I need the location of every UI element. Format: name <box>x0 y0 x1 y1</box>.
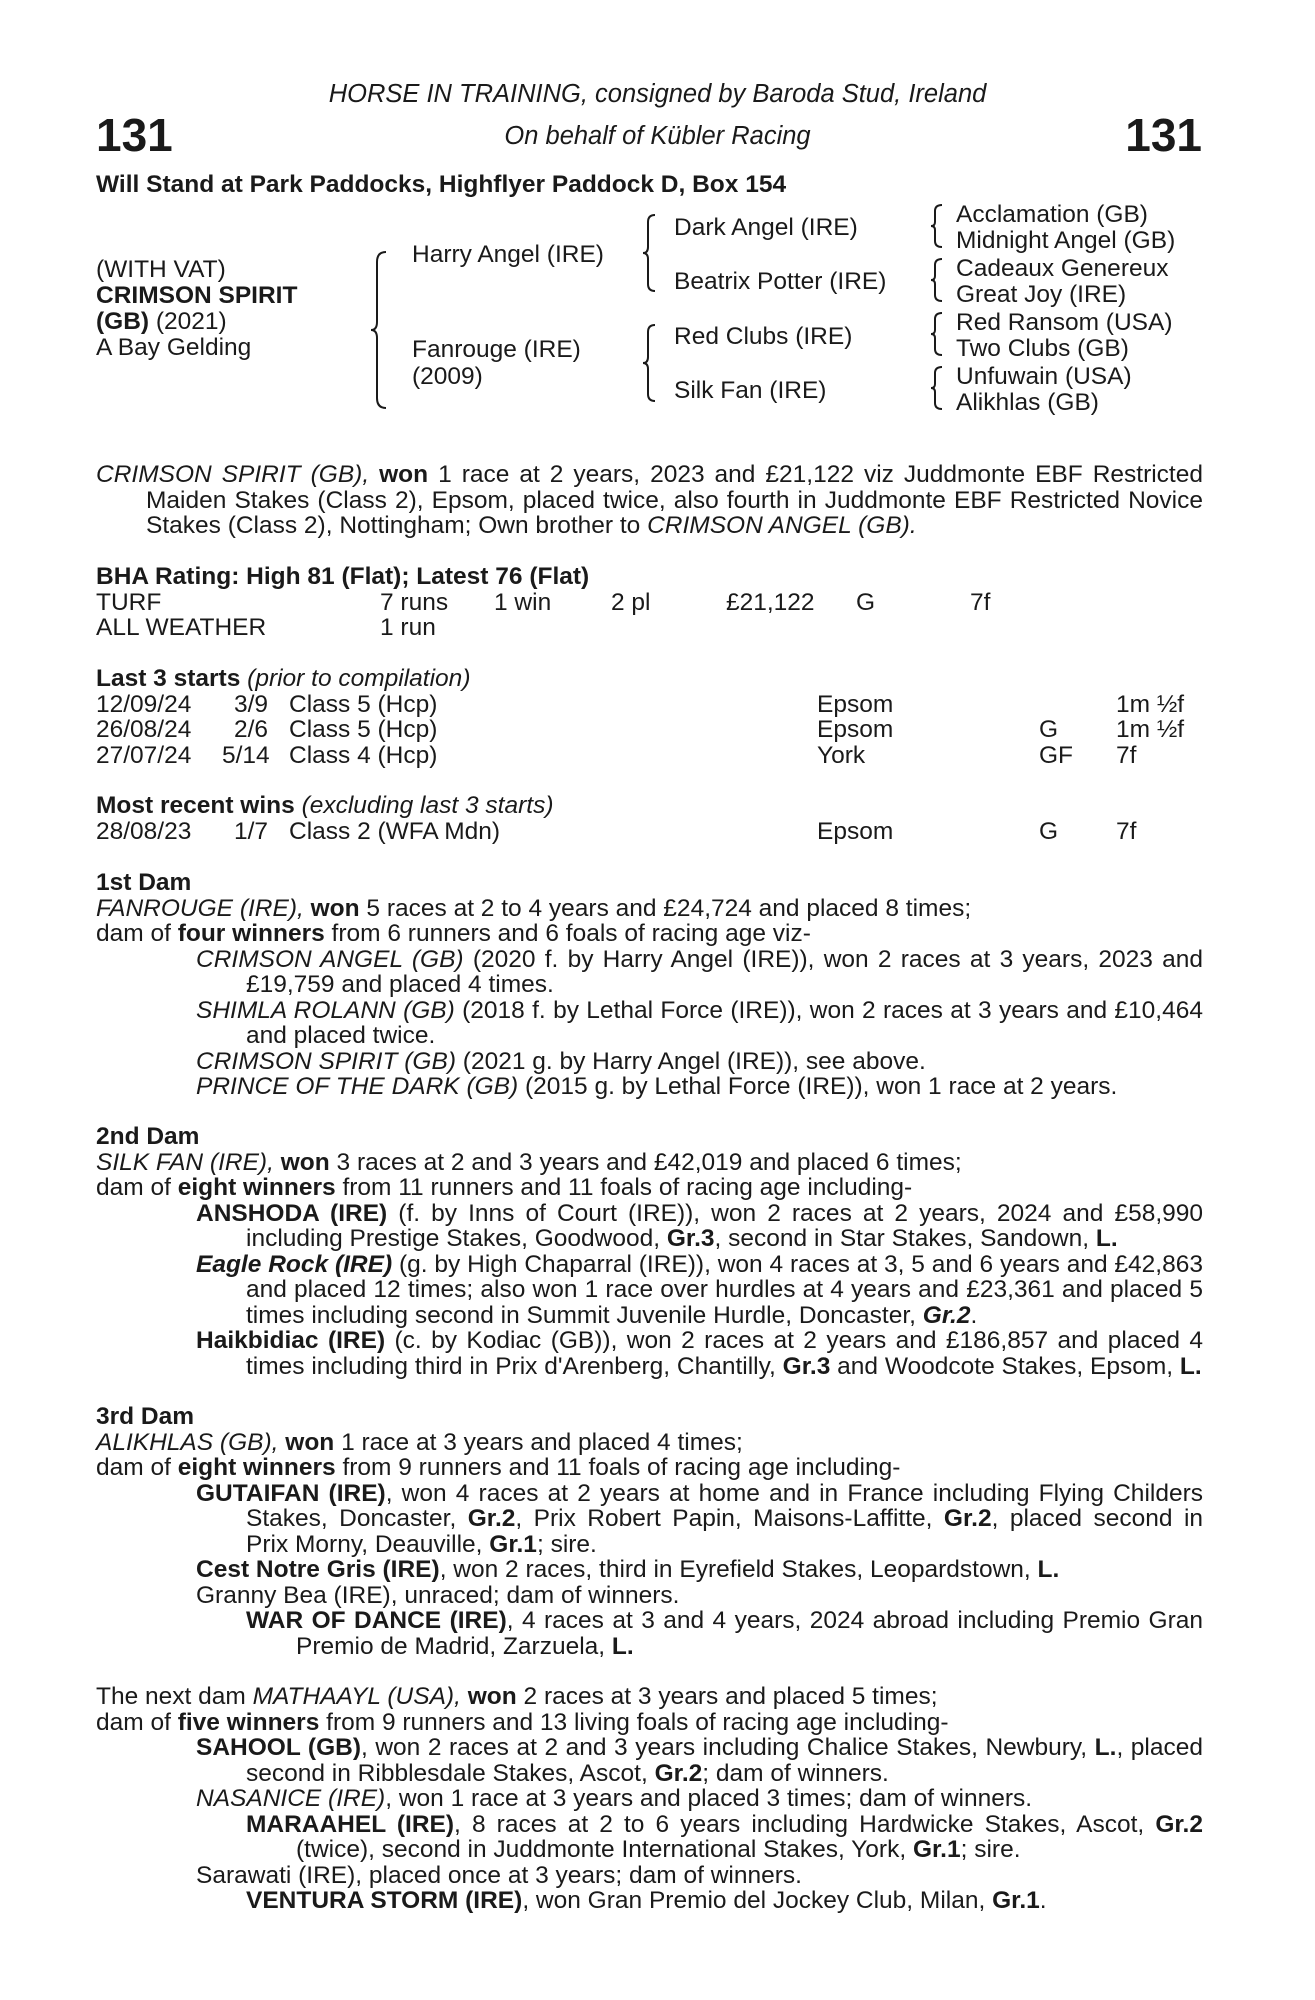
rating-title: BHA Rating: High 81 (Flat); Latest 76 (Flat) <box>96 563 590 590</box>
pedigree-ggs-1: Acclamation (GB) <box>956 201 1148 228</box>
won-label: won <box>280 1148 330 1176</box>
listed-grade: L. <box>1179 1352 1202 1380</box>
start-course: Epsom <box>817 690 894 718</box>
pedigree-granddam-1: Beatrix Potter (IRE) <box>674 268 887 295</box>
group-grade: Gr.2 <box>1155 1810 1203 1838</box>
group-grade: Gr.3 <box>666 1225 715 1252</box>
dam-record: 5 races at 2 to 4 years and £24,724 and placed 8 times; <box>359 894 972 922</box>
produce-record: ; dam of winners. <box>702 1759 889 1787</box>
next-dam-label: The next dam <box>96 1683 253 1710</box>
win-row <box>96 819 1203 845</box>
last-starts-section <box>96 666 1203 768</box>
produce-name: Haikbidiac (IRE) <box>196 1327 386 1354</box>
produce-record: and Woodcote Stakes, Epsom, <box>830 1352 1180 1380</box>
second-dam-section <box>96 1124 1203 1379</box>
first-dam-section <box>96 870 1203 1100</box>
pedigree-ggs-6: Two Clubs (GB) <box>956 335 1129 362</box>
win-date: 28/08/23 <box>96 817 192 845</box>
behalf-line: On behalf of Kübler Racing <box>504 122 811 150</box>
produce-name: GUTAIFAN (IRE) <box>196 1479 386 1507</box>
summary-horse-name: CRIMSON SPIRIT (GB), <box>96 461 370 488</box>
pedigree-brace-g1 <box>930 203 944 249</box>
produce-record: (twice), second in Juddmonte International Stakes, York, <box>296 1836 913 1863</box>
pedigree-brace-sire <box>642 213 658 293</box>
produce-entry <box>96 1481 1203 1558</box>
pedigree-brace-main <box>370 250 390 410</box>
rating-runs: 7 runs <box>380 588 449 616</box>
stand-location: Will Stand at Park Paddocks, Highflyer Paddock D, Box 154 <box>96 171 787 198</box>
dam-name: MATHAAYL (USA), <box>252 1683 461 1710</box>
start-race: Class 5 (Hcp) <box>289 690 438 718</box>
rating-row-aw <box>96 615 1203 641</box>
rating-row-turf <box>96 590 1203 616</box>
third-dam-section <box>96 1404 1203 1659</box>
rating-placed: 2 pl <box>611 588 651 616</box>
rating-earnings: £21,122 <box>726 588 815 616</box>
lot-number-left: 131 <box>96 109 173 161</box>
listed-grade: L. <box>1095 1225 1118 1252</box>
produce-name: ANSHODA (IRE) <box>196 1199 388 1227</box>
produce-name: MARAAHEL (IRE) <box>246 1810 455 1838</box>
group-grade: Gr.2 <box>922 1301 971 1329</box>
winners-count: four winners <box>177 920 325 947</box>
produce-name: SHIMLA ROLANN (GB) <box>196 996 455 1024</box>
start-distance: 7f <box>1116 741 1137 769</box>
horse-name: CRIMSON SPIRIT <box>96 282 298 309</box>
produce-record: , placed second in Ribblesdale Stakes, Ascot, <box>246 1734 1203 1787</box>
produce-name: PRINCE OF THE DARK (GB) <box>196 1073 519 1100</box>
dam-name: SILK FAN (IRE), <box>96 1148 274 1176</box>
recent-wins-note: (excluding last 3 starts) <box>301 792 554 819</box>
consignment-line: HORSE IN TRAINING, consigned by Baroda Stud, Ireland <box>328 80 987 108</box>
horse-name-suffix: (GB) <box>96 308 150 335</box>
produce-entry <box>96 1735 1203 1786</box>
pedigree-dam: Fanrouge (IRE) <box>412 336 581 363</box>
recent-wins-section <box>96 793 1203 844</box>
produce-name: Cest Notre Gris (IRE) <box>196 1556 440 1583</box>
produce-record: , Prix Robert Papin, Maisons-Laffitte, <box>515 1505 944 1532</box>
pedigree-dam-year: (2009) <box>412 363 483 390</box>
produce-record: , won 4 races at 2 years at home and in France including Flying Childers Stakes, Doncaster, <box>246 1479 1203 1532</box>
produce-record: , placed second in Prix Morny, Deauville, <box>246 1505 1204 1558</box>
dam-of-label: dam of <box>96 920 178 947</box>
group-grade: Gr.2 <box>467 1505 516 1532</box>
produce-record: , second in Star Stakes, Sandown, <box>714 1225 1096 1252</box>
dam-produce-summary: from 6 runners and 6 foals of racing age viz- <box>324 920 811 947</box>
start-position: 5/14 <box>222 741 270 769</box>
produce-record: ; sire. <box>960 1836 1021 1863</box>
pedigree-brace-g2 <box>930 257 944 303</box>
win-going: G <box>1039 817 1059 845</box>
pedigree-sire: Harry Angel (IRE) <box>412 241 604 268</box>
produce-entry <box>96 947 1203 998</box>
pedigree-ggs-2: Midnight Angel (GB) <box>956 227 1176 254</box>
dam-produce-summary: from 9 runners and 13 living foals of racing age including- <box>319 1708 949 1736</box>
win-race: Class 2 (WFA Mdn) <box>289 817 501 845</box>
produce-entry <box>96 1201 1203 1252</box>
rating-section <box>96 564 1203 641</box>
produce-entry <box>96 998 1203 1049</box>
winners-count: eight winners <box>177 1174 336 1201</box>
produce-record: ; sire. <box>536 1530 597 1558</box>
group-grade: Gr.3 <box>782 1352 831 1380</box>
produce-record: , 8 races at 2 to 6 years including Hardwicke Stakes, Ascot, <box>454 1810 1156 1838</box>
produce-record: (c. by Kodiac (GB)), won 2 races at 2 years and £186,857 and placed 4 times including third in Prix d'Arenberg, Chantilly, <box>246 1327 1204 1380</box>
third-dam-title: 3rd Dam <box>96 1403 195 1430</box>
start-race: Class 5 (Hcp) <box>289 716 438 743</box>
produce-name: CRIMSON ANGEL (GB) <box>196 945 464 973</box>
dam-of-label: dam of <box>96 1708 178 1736</box>
start-distance: 1m ½f <box>1116 690 1185 718</box>
win-course: Epsom <box>817 817 894 845</box>
winners-count: eight winners <box>177 1454 336 1481</box>
pedigree-brace-g3 <box>930 311 944 357</box>
start-going: G <box>1039 716 1059 743</box>
produce-entry <box>96 1557 1203 1583</box>
produce-entry <box>96 1049 1203 1075</box>
listed-grade: L. <box>1037 1556 1060 1583</box>
group-grade: Gr.2 <box>654 1759 703 1787</box>
won-label: won <box>310 894 360 922</box>
produce-entry <box>96 1328 1203 1379</box>
start-row <box>96 692 1203 718</box>
summary-sibling: CRIMSON ANGEL (GB). <box>647 512 917 539</box>
produce-entry-sub <box>96 1812 1203 1863</box>
start-race: Class 4 (Hcp) <box>289 741 438 769</box>
dam-name: FANROUGE (IRE), <box>96 894 304 922</box>
recent-wins-title: Most recent wins <box>96 792 295 819</box>
dam-record: 1 race at 3 years and placed 4 times; <box>334 1428 743 1456</box>
pedigree-ggs-5: Red Ransom (USA) <box>956 309 1173 336</box>
produce-name: WAR OF DANCE (IRE) <box>246 1607 507 1634</box>
horse-year: (2021) <box>155 308 227 335</box>
first-dam-title: 1st Dam <box>96 869 192 896</box>
pedigree-grandsire-1: Dark Angel (IRE) <box>674 214 858 241</box>
start-course: York <box>817 741 866 769</box>
rating-surface: ALL WEATHER <box>96 614 267 641</box>
rating-wins: 1 win <box>494 588 552 616</box>
produce-record: , won 1 race at 3 years and placed 3 times; dam of winners. <box>385 1785 1033 1812</box>
pedigree-brace-dam <box>642 323 658 403</box>
dam-record: 3 races at 2 and 3 years and £42,019 and placed 6 times; <box>329 1148 962 1176</box>
pedigree-ggs-8: Alikhlas (GB) <box>956 389 1099 416</box>
win-position: 1/7 <box>234 817 269 845</box>
produce-entry <box>96 1252 1203 1329</box>
pedigree-granddam-2: Silk Fan (IRE) <box>674 377 827 404</box>
produce-record: , won Gran Premio del Jockey Club, Milan, <box>522 1887 993 1914</box>
start-position: 2/6 <box>234 716 269 743</box>
horse-origin-year <box>96 309 227 335</box>
group-grade: Gr.1 <box>912 1836 961 1863</box>
produce-record: Granny Bea (IRE), unraced; dam of winners. <box>196 1581 680 1609</box>
produce-entry <box>96 1583 1203 1609</box>
dam-produce-summary: from 11 runners and 11 foals of racing age including- <box>335 1174 913 1201</box>
group-grade: Gr.1 <box>489 1530 537 1558</box>
produce-entry <box>96 1863 1203 1889</box>
dam-of-label: dam of <box>96 1174 178 1201</box>
start-course: Epsom <box>817 716 894 743</box>
winners-count: five winners <box>177 1708 320 1736</box>
produce-record: , 4 races at 3 and 4 years, 2024 abroad including Premio Gran Premio de Madrid, Zarzuela, <box>296 1607 1204 1660</box>
group-grade: Gr.1 <box>992 1887 1040 1914</box>
rating-going: G <box>856 588 876 616</box>
produce-record: , won 2 races, third in Eyrefield Stakes, Leopardstown, <box>439 1556 1038 1583</box>
pedigree-ggs-7: Unfuwain (USA) <box>956 363 1132 390</box>
start-going: GF <box>1039 741 1074 769</box>
produce-record: , won 2 races at 2 and 3 years including Chalice Stakes, Newbury, <box>360 1734 1095 1761</box>
produce-name: CRIMSON SPIRIT (GB) <box>196 1047 456 1075</box>
listed-grade: L. <box>611 1632 634 1660</box>
next-dam-section <box>96 1684 1203 1914</box>
produce-record: (2020 f. by Harry Angel (IRE)), won 2 races at 3 years, 2023 and £19,759 and placed 4 times. <box>246 945 1203 998</box>
dam-name: ALIKHLAS (GB), <box>96 1428 279 1456</box>
pedigree-ggs-4: Great Joy (IRE) <box>956 281 1127 308</box>
win-distance: 7f <box>1116 817 1137 845</box>
won-label: won <box>467 1683 517 1710</box>
produce-record: (f. by Inns of Court (IRE)), won 2 races at 2 years, 2024 and £58,990 including Prestige Stakes, Goodwood, <box>246 1199 1203 1252</box>
listed-grade: L. <box>1094 1734 1117 1761</box>
produce-entry-sub <box>96 1608 1203 1659</box>
start-row <box>96 717 1203 743</box>
produce-record: Sarawati (IRE), placed once at 3 years; dam of winners. <box>196 1861 802 1889</box>
group-grade: Gr.2 <box>943 1505 992 1532</box>
start-date: 26/08/24 <box>96 716 192 743</box>
pedigree-grandsire-2: Red Clubs (IRE) <box>674 323 853 350</box>
lot-number-right: 131 <box>1125 109 1202 161</box>
vat-note: (WITH VAT) <box>96 256 226 283</box>
horse-description: A Bay Gelding <box>96 334 252 361</box>
produce-record: (2021 g. by Harry Angel (IRE)), see above. <box>455 1047 926 1075</box>
summary-text: 1 race at 2 years, 2023 and £21,122 viz Juddmonte EBF Restricted Maiden Stakes (Class 2), Epsom, placed twice, also fourth in Juddmonte EBF Restricted Novice Stakes (Class 2), Nottingham; Own brother to <box>146 461 1203 539</box>
start-position: 3/9 <box>234 690 269 718</box>
produce-name: NASANICE (IRE) <box>196 1785 386 1812</box>
rating-runs: 1 run <box>380 614 436 641</box>
won-label: won <box>285 1428 335 1456</box>
dam-of-label: dam of <box>96 1454 178 1481</box>
dam-produce-summary: from 9 runners and 11 foals of racing age including- <box>335 1454 901 1481</box>
pedigree-ggs-3: Cadeaux Genereux <box>956 255 1169 282</box>
produce-record: (g. by High Chaparral (IRE)), won 4 races at 3, 5 and 6 years and £42,863 and placed 12 times; also won 1 race over hurdles at 4 years and £23,361 and placed 5 times including second in Summit Juvenile Hurdle, Doncaster, <box>246 1250 1203 1329</box>
produce-entry-sub <box>96 1888 1203 1914</box>
last-starts-title: Last 3 starts <box>96 665 241 692</box>
produce-name: SAHOOL (GB) <box>196 1734 361 1761</box>
produce-name: Eagle Rock (IRE) <box>196 1250 393 1278</box>
produce-record: . <box>970 1301 978 1329</box>
rating-distance: 7f <box>970 588 991 616</box>
produce-name: VENTURA STORM (IRE) <box>246 1887 523 1914</box>
summary-won: won <box>379 461 429 488</box>
start-date: 12/09/24 <box>96 690 192 718</box>
produce-record: (2018 f. by Lethal Force (IRE)), won 2 races at 3 years and £10,464 and placed twice. <box>246 996 1203 1049</box>
start-row <box>96 743 1203 769</box>
produce-entry <box>96 1074 1203 1100</box>
produce-record: . <box>1039 1887 1047 1914</box>
summary-paragraph <box>96 462 1203 539</box>
start-date: 27/07/24 <box>96 741 192 769</box>
pedigree-brace-g4 <box>930 365 944 411</box>
rating-surface: TURF <box>96 588 162 616</box>
dam-record: 2 races at 3 years and placed 5 times; <box>516 1683 938 1710</box>
second-dam-title: 2nd Dam <box>96 1123 200 1150</box>
start-distance: 1m ½f <box>1116 716 1185 743</box>
produce-record: (2015 g. by Lethal Force (IRE)), won 1 race at 2 years. <box>518 1073 1118 1100</box>
last-starts-note: (prior to compilation) <box>247 665 471 692</box>
produce-entry <box>96 1786 1203 1812</box>
